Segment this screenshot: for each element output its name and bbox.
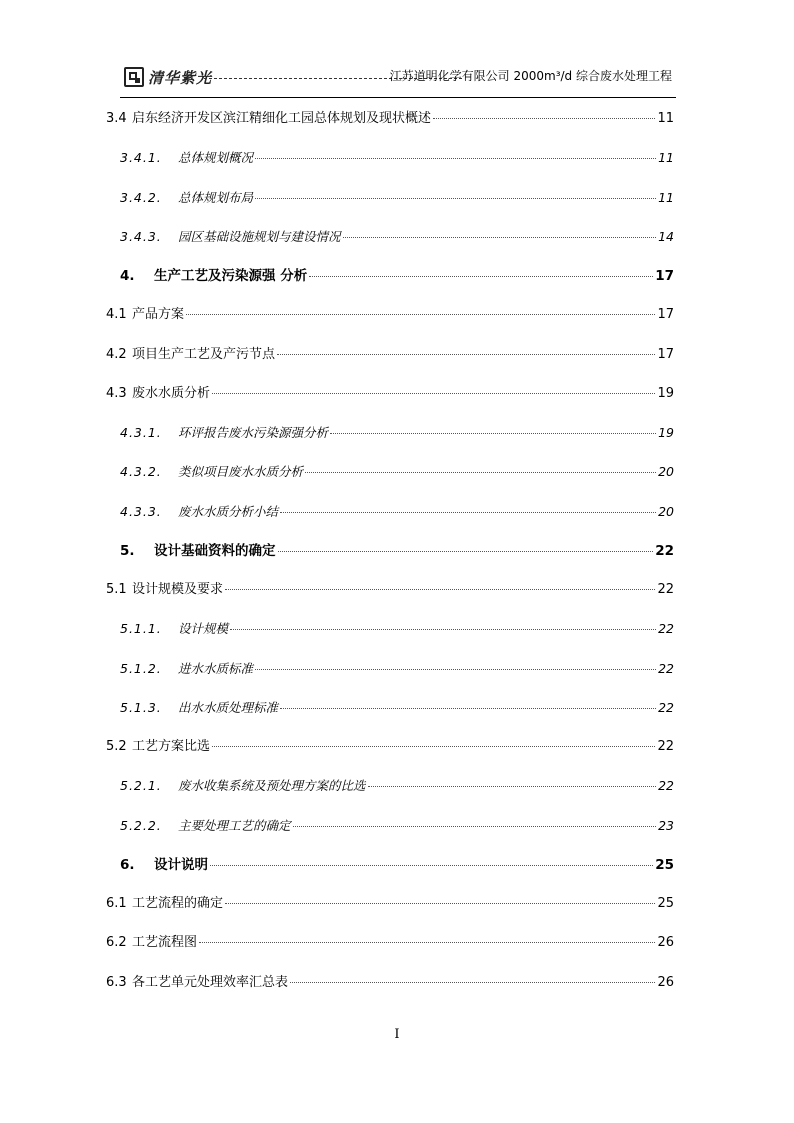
header-rule [120,97,676,98]
page-header [120,64,676,98]
header-title: 江苏道明化学有限公司 2000m³/d 综合废水处理工程 [389,69,672,83]
toc-entry-number: 3.4.3. [120,228,162,244]
toc-entry-title: 总体规划概况 [178,150,254,166]
toc-entry-title: 各工艺单元处理效率汇总表 [132,974,289,990]
toc-entry-number: 5.2.2. [120,817,162,833]
toc-entry-number: 3.4.1. [120,150,162,166]
toc-entry[interactable] [106,775,674,797]
toc-entry-number: 5.1 [106,582,127,597]
logo-text: 清华紫光 [148,68,213,87]
toc-dot-leader [186,314,655,315]
toc-entry-number: 5. [120,542,135,559]
toc-entry-page: 22 [655,542,674,559]
toc-entry-title: 总体规划布局 [178,189,254,205]
toc-entry-title: 废水收集系统及预处理方案的比选 [178,778,366,794]
toc-dot-leader [343,237,657,238]
toc-dot-leader [433,118,655,119]
toc-entry-title: 设计规模 [178,621,229,637]
toc-dot-leader [280,708,656,709]
toc-entry[interactable] [106,187,674,209]
toc-entry-page: 25 [657,896,674,911]
toc-entry-title: 废水水质分析小结 [178,503,279,519]
toc-entry-number: 4.2 [106,346,127,362]
page-number: I [394,1027,400,1042]
toc-entry-title: 工艺方案比选 [132,739,211,754]
toc-entry-page: 20 [658,464,674,480]
toc-entry-number: 4.1 [106,307,127,323]
toc-entry-title: 园区基础设施规划与建设情况 [178,228,341,244]
toc-entry-page: 14 [658,228,674,244]
toc-entry-title: 类似项目废水水质分析 [178,464,304,480]
toc-entry-page: 19 [658,425,674,440]
toc-entry-number: 4.3.1. [120,425,162,440]
toc-dot-leader [230,629,656,630]
toc-entry-number: 4.3.3. [120,503,162,519]
company-logo [124,64,212,90]
toc-entry[interactable] [106,815,674,837]
toc-entry[interactable] [106,658,674,680]
toc-entry-title: 产品方案 [132,307,185,323]
toc-entry-page: 22 [658,699,674,715]
toc-entry-number: 3.4.2. [120,189,162,205]
toc-entry-title: 设计规模及要求 [132,582,224,597]
toc-entry[interactable] [106,147,674,169]
toc-entry-title: 工艺流程的确定 [132,896,224,911]
toc-entry[interactable] [106,697,674,719]
logo-mark-icon [124,67,144,87]
toc-entry-page: 22 [658,778,674,794]
toc-entry[interactable] [106,304,674,326]
toc-dot-leader [212,746,655,747]
toc-dot-leader [277,354,655,355]
toc-entry[interactable] [106,579,674,601]
toc-entry-number: 6. [120,856,135,873]
toc-dot-leader [293,826,657,827]
toc-entry-page: 22 [657,739,674,754]
toc-entry[interactable] [106,461,674,483]
toc-entry-number: 4.3.2. [120,464,162,480]
toc-entry-number: 5.1.2. [120,660,162,676]
toc-entry[interactable] [106,422,674,444]
toc-entry[interactable] [106,383,674,405]
toc-dot-leader [309,276,653,277]
toc-entry-page: 22 [657,582,674,597]
toc-entry[interactable] [106,736,674,758]
toc-entry-page: 11 [658,150,674,166]
toc-dot-leader [210,865,653,866]
toc-entry-title: 工艺流程图 [132,935,198,951]
toc-entry-number: 4. [120,268,135,284]
toc-entry[interactable] [106,265,674,287]
toc-dot-leader [255,198,656,199]
toc-entry-page: 22 [658,660,674,676]
toc-entry-page: 20 [658,503,674,519]
toc-entry[interactable] [106,108,674,130]
toc-entry[interactable] [106,226,674,248]
toc-dot-leader [290,982,655,983]
toc-entry[interactable] [106,501,674,523]
toc-entry-page: 22 [658,621,674,637]
toc-entry-title: 主要处理工艺的确定 [178,817,291,833]
toc-dot-leader [278,551,654,552]
toc-dot-leader [212,393,655,394]
toc-entry-number: 5.1.3. [120,699,162,715]
toc-entry-title: 设计基础资料的确定 [154,542,276,559]
toc-entry-number: 3.4 [106,111,127,126]
toc-entry-number: 5.2.1. [120,778,162,794]
toc-dot-leader [305,472,656,473]
toc-entry[interactable] [106,854,674,876]
toc-entry-page: 17 [657,346,674,362]
toc-dot-leader [255,669,656,670]
toc-dot-leader [199,942,655,943]
toc-entry-title: 出水水质处理标准 [178,699,279,715]
toc-entry[interactable] [106,932,674,954]
toc-entry-title: 项目生产工艺及产污节点 [132,346,276,362]
toc-entry-number: 6.3 [106,974,127,990]
toc-entry-page: 17 [657,307,674,323]
toc-entry-page: 19 [657,385,674,401]
toc-entry-title: 环评报告废水污染源强分析 [178,425,329,440]
toc-entry-page: 25 [655,856,674,873]
toc-entry[interactable] [106,893,674,915]
toc-entry-page: 23 [658,817,674,833]
toc-entry-title: 废水水质分析 [132,385,211,401]
toc-dot-leader [330,433,656,434]
toc-entry[interactable] [106,540,674,562]
toc-dot-leader [368,786,657,787]
toc-entry[interactable] [106,618,674,640]
toc-entry[interactable] [106,344,674,366]
toc-dot-leader [280,512,656,513]
toc-entry-page: 11 [658,189,674,205]
toc-entry-page: 11 [657,111,674,126]
toc-entry-number: 4.3 [106,385,127,401]
toc-entry-title: 启东经济开发区滨江精细化工园总体规划及现状概述 [132,111,432,126]
toc-entry-number: 6.2 [106,935,127,951]
toc-entry-number: 6.1 [106,896,127,911]
toc-entry-title: 生产工艺及污染源强 分析 [154,268,308,284]
toc-entry-title: 设计说明 [154,856,208,873]
toc-entry-page: 26 [657,935,674,951]
toc-entry-number: 5.1.1. [120,621,162,637]
toc-entry-page: 26 [657,974,674,990]
toc-dot-leader [255,158,656,159]
toc-dot-leader [225,589,655,590]
toc-entry-page: 17 [655,268,674,284]
toc-entry[interactable] [106,972,674,994]
toc-dot-leader [225,903,655,904]
toc-entry-number: 5.2 [106,739,127,754]
toc-entry-title: 进水水质标准 [178,660,254,676]
